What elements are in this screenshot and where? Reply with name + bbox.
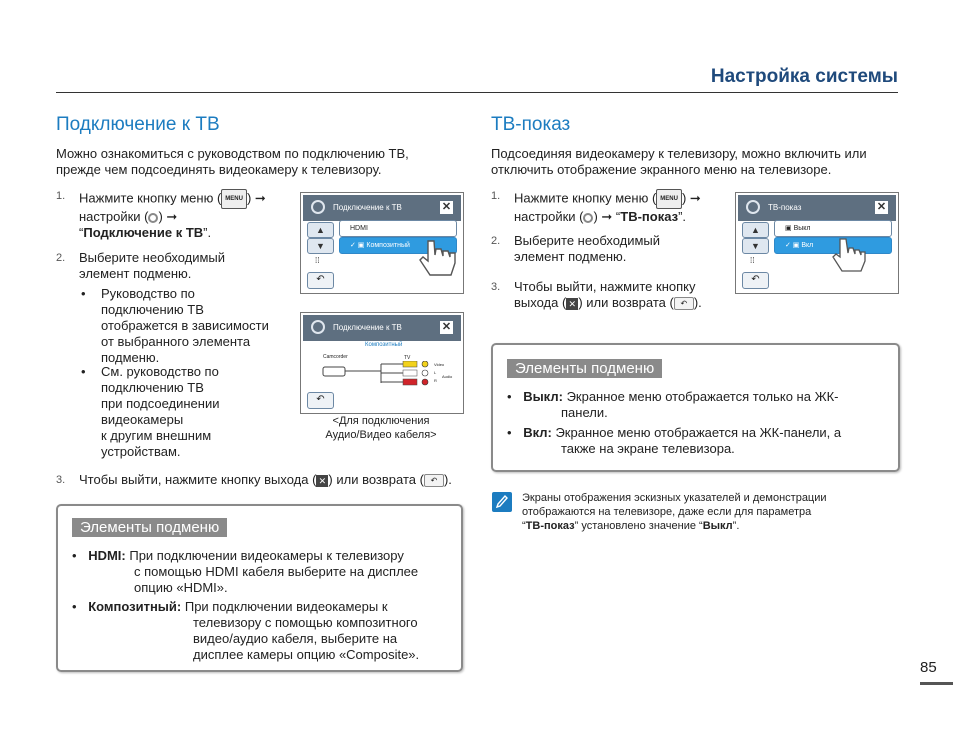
bullet1-line1: • Руководство по [101, 286, 296, 302]
submenu-item-composite [72, 599, 452, 663]
submenu-on-line1: Экранное меню отображается на ЖК-панели, а [555, 425, 842, 440]
left-step1-num: 1. [56, 190, 66, 202]
menu-key-icon: MENU [656, 189, 682, 209]
pencil-icon [492, 492, 512, 512]
right-step3-line2 [514, 295, 734, 311]
right-intro-line-2: отключить отображение экранного меню на телевизоре. [491, 162, 832, 177]
label-tv: TV [404, 355, 411, 361]
left-submenu-title: Элементы подменю [72, 518, 227, 537]
bullet: • [507, 389, 512, 404]
left-step1-text-d: ) ➞ [158, 209, 178, 224]
screen-composite-guide [300, 312, 464, 414]
left-step2 [79, 250, 294, 282]
page-header [56, 64, 898, 93]
left-step1-text-b: ) ➞ [246, 190, 266, 206]
exit-icon: ✕ [566, 298, 578, 310]
submenu-off-line1: Экранное меню отображается только на ЖК- [566, 389, 839, 404]
submenu-off-label: Выкл: [523, 389, 563, 404]
scroll-up-button[interactable]: ▲ [307, 222, 334, 238]
right-intro [491, 146, 867, 178]
touch-hand-icon [831, 235, 871, 280]
right-step1-quote-close: ”. [678, 209, 687, 224]
left-step2-bullet1 [101, 286, 296, 366]
option-off-label: Выкл [793, 225, 811, 232]
left-step2-num: 2. [56, 252, 66, 264]
submenu-hdmi-line2: с помощью HDMI кабеля выберите на дисплее [134, 564, 419, 579]
label-audio: Audio [442, 374, 453, 379]
submenu-hdmi-line3: опцию «HDMI». [134, 580, 228, 595]
note-bold-off: Выкл [702, 520, 733, 532]
submenu-composite-line1: При подключении видеокамеры к [184, 599, 388, 614]
option-composite-label: Композитный [366, 242, 410, 249]
bullet2-line6: устройствам. [101, 444, 181, 459]
submenu-hdmi-line1: При подключении видеокамеры к телевизору [129, 548, 404, 563]
screen3-title-bar [738, 195, 896, 221]
scroll-up-button[interactable]: ▲ [742, 222, 769, 238]
left-step1-bold: Подключение к ТВ [83, 225, 204, 240]
return-button[interactable]: ↶ [307, 272, 334, 289]
tv-icon: ⁞⁞ [750, 256, 755, 265]
note-bold-tv-display: ТВ-показ [525, 520, 575, 532]
screen2-caption [300, 414, 462, 442]
close-icon[interactable]: ✕ [441, 201, 452, 213]
right-step1-num: 1. [491, 190, 501, 202]
right-step1-text-a: Нажмите кнопку меню ( [514, 190, 657, 206]
right-step3-text-a: выхода ( [514, 295, 567, 310]
touch-hand-icon [413, 233, 463, 283]
left-step1-text-a: Нажмите кнопку меню ( [79, 190, 222, 206]
caption-line2: Аудио/Видео кабеля> [325, 429, 437, 441]
left-intro-line-1: Можно ознакомиться с руководством по подключению ТВ, [56, 146, 409, 161]
right-intro-line-1: Подсоединяя видеокамеру к телевизору, можно включить или [491, 146, 867, 161]
submenu-off-line2: панели. [561, 405, 608, 420]
left-intro [56, 146, 409, 178]
gear-icon [746, 200, 760, 214]
note-quote-open: “ [522, 520, 526, 532]
screen3-title: ТВ-показ [768, 203, 802, 212]
left-step1-line3 [79, 225, 294, 241]
submenu-on-label: Вкл: [523, 425, 552, 440]
scroll-down-button[interactable]: ▼ [307, 238, 334, 254]
left-step1 [79, 189, 294, 241]
return-button[interactable]: ↶ [742, 272, 769, 289]
left-step3-text-b: ) или возврата ( [328, 472, 424, 487]
screen1-title-bar [303, 195, 461, 221]
check-icon: ✓ ▣ [350, 242, 367, 249]
note-text [522, 491, 882, 533]
caption-line1: <Для подключения [332, 415, 430, 427]
screen2-subtitle: Композитный [365, 342, 403, 348]
left-step1-quote-close: ”. [203, 225, 212, 240]
gear-icon [311, 200, 325, 214]
section-title-tv-display: ТВ-показ [491, 114, 571, 135]
return-button[interactable]: ↶ [307, 392, 334, 409]
right-step1-text-b: ) ➞ [681, 190, 701, 206]
tv-display-icon: ▣ [785, 225, 794, 232]
close-icon[interactable]: ✕ [441, 321, 452, 333]
left-step3 [79, 472, 452, 488]
check-icon: ✓ ▣ [785, 242, 802, 249]
screen1-title: Подключение к ТВ [333, 203, 402, 212]
screen2-title: Подключение к ТВ [333, 323, 402, 332]
bullet1-line3: отображется в зависимости [101, 318, 269, 333]
right-step3-text-b: ) или возврата ( [578, 295, 674, 310]
left-step3-num: 3. [56, 474, 66, 486]
option-on-label: Вкл [801, 242, 814, 249]
submenu-composite-line4: дисплее камеры опцию «Composite». [193, 647, 420, 662]
submenu-composite-label: Композитный: [88, 599, 182, 614]
gear-icon [148, 213, 158, 223]
submenu-composite-line3: видео/аудио кабеля, выберите на [193, 631, 398, 646]
submenu-item-off [507, 389, 887, 421]
right-step1 [514, 189, 734, 225]
submenu-on-line2: также на экране телевизора. [561, 441, 735, 456]
right-step3-line1: Чтобы выйти, нажмите кнопку [514, 279, 696, 294]
bullet: • [507, 425, 512, 440]
right-step2-line2: элемент подменю. [514, 249, 627, 264]
right-step2-line1: Выберите необходимый [514, 233, 661, 248]
right-step3-text-c: ). [693, 295, 702, 310]
left-step1-quote-open: “ [79, 225, 84, 240]
menu-key-icon: MENU [221, 189, 247, 209]
tv-icon: ⁞⁞ [315, 256, 320, 265]
right-step1-line2 [514, 209, 734, 225]
right-step3 [514, 279, 734, 311]
note-line1: Экраны отображения эскизных указателей и демонстрации [522, 492, 827, 504]
page-number-rule [920, 682, 953, 685]
left-step2-bullet2 [101, 364, 296, 460]
bullet2-line4: видеокамеры [101, 412, 184, 427]
right-submenu-box [491, 343, 900, 472]
left-step1-line1 [79, 189, 294, 209]
right-submenu-title: Элементы подменю [507, 359, 662, 378]
screen-tv-display-menu [735, 192, 899, 294]
bullet2-line1: • См. руководство по [101, 364, 296, 380]
right-step1-line1 [514, 189, 734, 209]
option-hdmi-label: HDMI [350, 225, 368, 232]
right-step1-bold: ТВ-показ [620, 209, 679, 224]
label-video: Video [434, 362, 445, 367]
label-camcorder: Camcorder [323, 354, 348, 360]
bullet: • [72, 548, 77, 563]
submenu-item-on [507, 425, 887, 457]
note-line2: отображаются на телевизоре, даже если для параметра [522, 506, 812, 518]
screen2-title-bar [303, 315, 461, 341]
bullet1-line5: подменю. [101, 350, 160, 365]
gear-icon [583, 213, 593, 223]
page-title: Настройка системы [710, 66, 898, 87]
right-step1-text-c: настройки ( [514, 209, 584, 224]
bullet2-line5: к другим внешним [101, 428, 212, 443]
label-l: L [434, 370, 437, 375]
close-icon[interactable]: ✕ [876, 201, 887, 213]
label-r: R [434, 378, 437, 383]
left-step3-text-c: ). [443, 472, 452, 487]
bullet1-line2: подключению ТВ [101, 302, 204, 317]
left-step2-line2: элемент подменю. [79, 266, 192, 281]
submenu-item-hdmi [72, 548, 452, 596]
left-step1-line2 [79, 209, 294, 225]
bullet1-line4: от выбранного элемента [101, 334, 251, 349]
note-icon [492, 492, 512, 512]
right-step2-num: 2. [491, 235, 501, 247]
right-step1-text-d: ) ➞ “ [593, 209, 621, 224]
screen-tv-connection-menu [300, 192, 464, 294]
scroll-down-button[interactable]: ▼ [742, 238, 769, 254]
gear-icon [311, 320, 325, 334]
submenu-composite-line2: телевизору с помощью композитного [193, 615, 418, 630]
bullet2-line2: подключению ТВ [101, 380, 204, 395]
left-intro-line-2: прежде чем подсоединять видеокамеру к телевизору. [56, 162, 382, 177]
left-submenu-box [56, 504, 463, 672]
right-step2 [514, 233, 734, 265]
left-step1-text-c: настройки ( [79, 209, 149, 224]
right-step3-num: 3. [491, 281, 501, 293]
note-line3 [522, 519, 882, 533]
left-step2-line1: Выберите необходимый [79, 250, 226, 265]
back-icon: ↶ [424, 474, 444, 487]
submenu-hdmi-label: HDMI: [88, 548, 126, 563]
bullet2-line3: при подсоединении [101, 396, 220, 411]
section-title-tv-connection: Подключение к ТВ [56, 114, 220, 135]
page-number: 85 [920, 659, 937, 676]
left-step3-text-a: Чтобы выйти, нажмите кнопку выхода ( [79, 472, 317, 487]
back-icon: ↶ [674, 297, 694, 310]
exit-icon: ✕ [316, 475, 328, 487]
cable-diagram [321, 361, 433, 389]
note-text-mid: ” установлено значение “ [574, 520, 703, 532]
bullet: • [72, 599, 77, 614]
note-quote-close: ”. [732, 520, 740, 532]
